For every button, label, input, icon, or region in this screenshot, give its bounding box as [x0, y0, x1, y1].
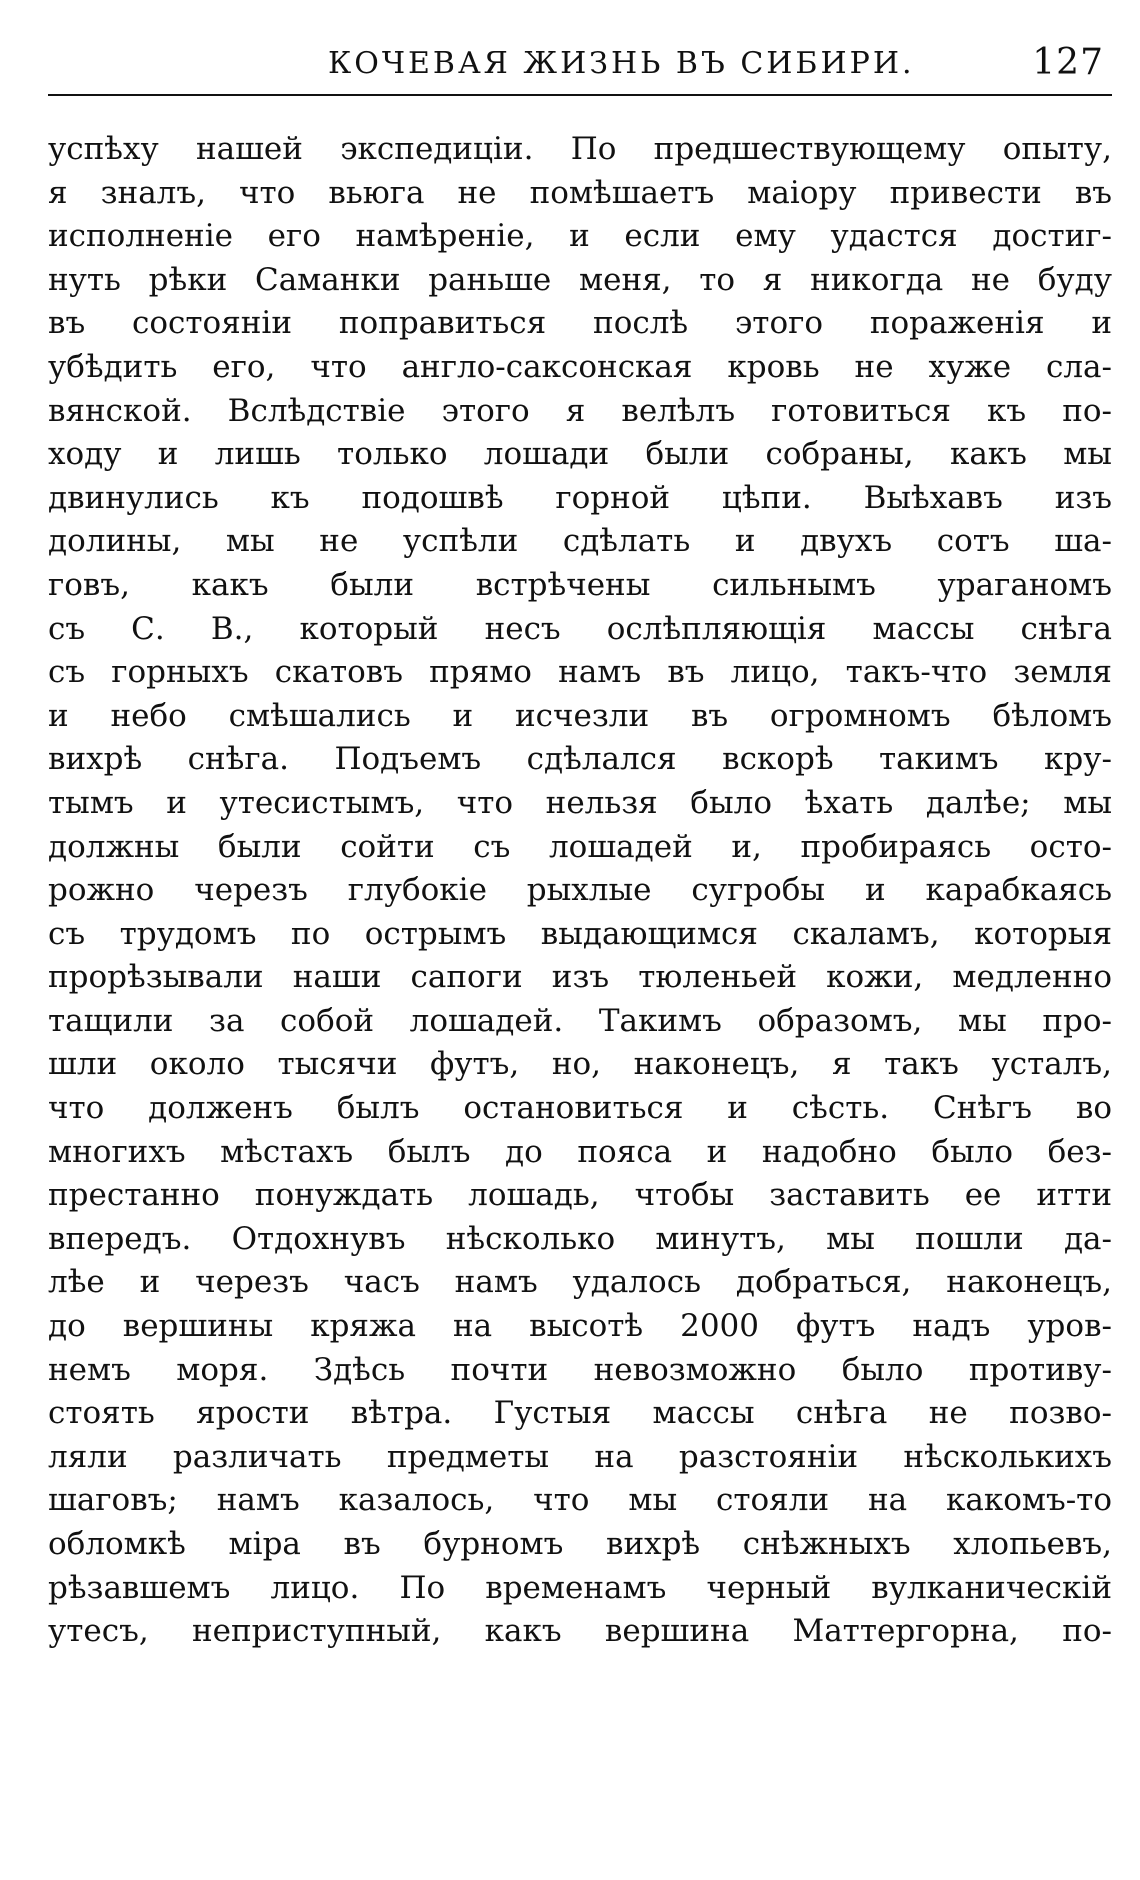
text-line: вянской. Вслѣдствіе этого я велѣлъ готовиться къ по-: [48, 392, 1112, 429]
text-line: вихрѣ снѣга. Подъемъ сдѣлался вскорѣ такимъ кру-: [48, 741, 1112, 778]
text-line: двинулись къ подошвѣ горной цѣпи. Выѣхавъ изъ: [48, 479, 1112, 516]
text-line: тащили за собой лошадей. Такимъ образомъ, мы про-: [48, 1002, 1112, 1039]
text-line: успѣху нашей экспедиціи. По предшествующему опыту,: [48, 131, 1112, 167]
text-line: исполненіе его намѣреніе, и если ему удастся достиг-: [48, 218, 1112, 255]
text-line: рожно черезъ глубокіе рыхлые сугробы и карабкаясь: [48, 872, 1112, 909]
text-line: убѣдить его, что англо-саксонская кровь не хуже сла-: [48, 348, 1112, 385]
text-line: рѣзавшемъ лицо. По временамъ черный вулканическій: [48, 1569, 1112, 1606]
text-line: долины, мы не успѣли сдѣлать и двухъ сотъ ша-: [48, 523, 1112, 560]
text-line: многихъ мѣстахъ былъ до пояса и надобно было без-: [48, 1133, 1112, 1170]
running-title: КОЧЕВАЯ ЖИЗНЬ ВЪ СИБИРИ.: [328, 46, 915, 81]
text-line: въ состояніи поправиться послѣ этого пораженія и: [48, 305, 1112, 342]
text-line: ляли различать предметы на разстояніи нѣсколькихъ: [48, 1438, 1112, 1475]
text-line: я зналъ, что вьюга не помѣшаетъ маіору привести въ: [48, 174, 1112, 211]
text-line: нуть рѣки Саманки раньше меня, то я никогда не буду: [48, 261, 1112, 298]
text-body: [48, 128, 1112, 1654]
text-line: тымъ и утесистымъ, что нельзя было ѣхать далѣе; мы: [48, 784, 1112, 821]
text-line: съ горныхъ скатовъ прямо намъ въ лицо, такъ-что земля: [48, 654, 1112, 691]
header-rule: [48, 94, 1112, 96]
text-line: съ С. В., который несъ ослѣпляющія массы снѣга: [48, 610, 1112, 647]
text-line: шаговъ; намъ казалось, что мы стояли на какомъ-то: [48, 1482, 1112, 1519]
text-line: съ трудомъ по острымъ выдающимся скаламъ, которыя: [48, 915, 1112, 952]
text-line: стоять ярости вѣтра. Густыя массы снѣга не позво-: [48, 1395, 1112, 1432]
text-line: что долженъ былъ остановиться и сѣсть. Снѣгъ во: [48, 1090, 1112, 1127]
text-line: прорѣзывали наши сапоги изъ тюленьей кожи, медленно: [48, 959, 1112, 996]
text-line: и небо смѣшались и исчезли въ огромномъ бѣломъ: [48, 697, 1112, 734]
text-line: должны были сойти съ лошадей и, пробираясь осто-: [48, 828, 1112, 865]
text-line: говъ, какъ были встрѣчены сильнымъ ураганомъ: [48, 566, 1112, 603]
text-line: немъ моря. Здѣсь почти невозможно было противу-: [48, 1351, 1112, 1388]
text-line: до вершины кряжа на высотѣ 2000 футъ надъ уров-: [48, 1308, 1112, 1345]
page-number: 127: [1032, 42, 1104, 83]
text-line: обломкѣ міра въ бурномъ вихрѣ снѣжныхъ хлопьевъ,: [48, 1526, 1112, 1562]
text-line: впередъ. Отдохнувъ нѣсколько минутъ, мы пошли да-: [48, 1220, 1112, 1257]
running-head: [48, 42, 1112, 88]
text-line: лѣе и черезъ часъ намъ удалось добраться, наконецъ,: [48, 1264, 1112, 1301]
text-line: шли около тысячи футъ, но, наконецъ, я такъ усталъ,: [48, 1046, 1112, 1083]
text-line: престанно понуждать лошадь, чтобы заставить ее итти: [48, 1177, 1112, 1214]
text-line: ходу и лишь только лошади были собраны, какъ мы: [48, 436, 1112, 473]
text-line: утесъ, неприступный, какъ вершина Маттергорна, по-: [48, 1613, 1112, 1650]
